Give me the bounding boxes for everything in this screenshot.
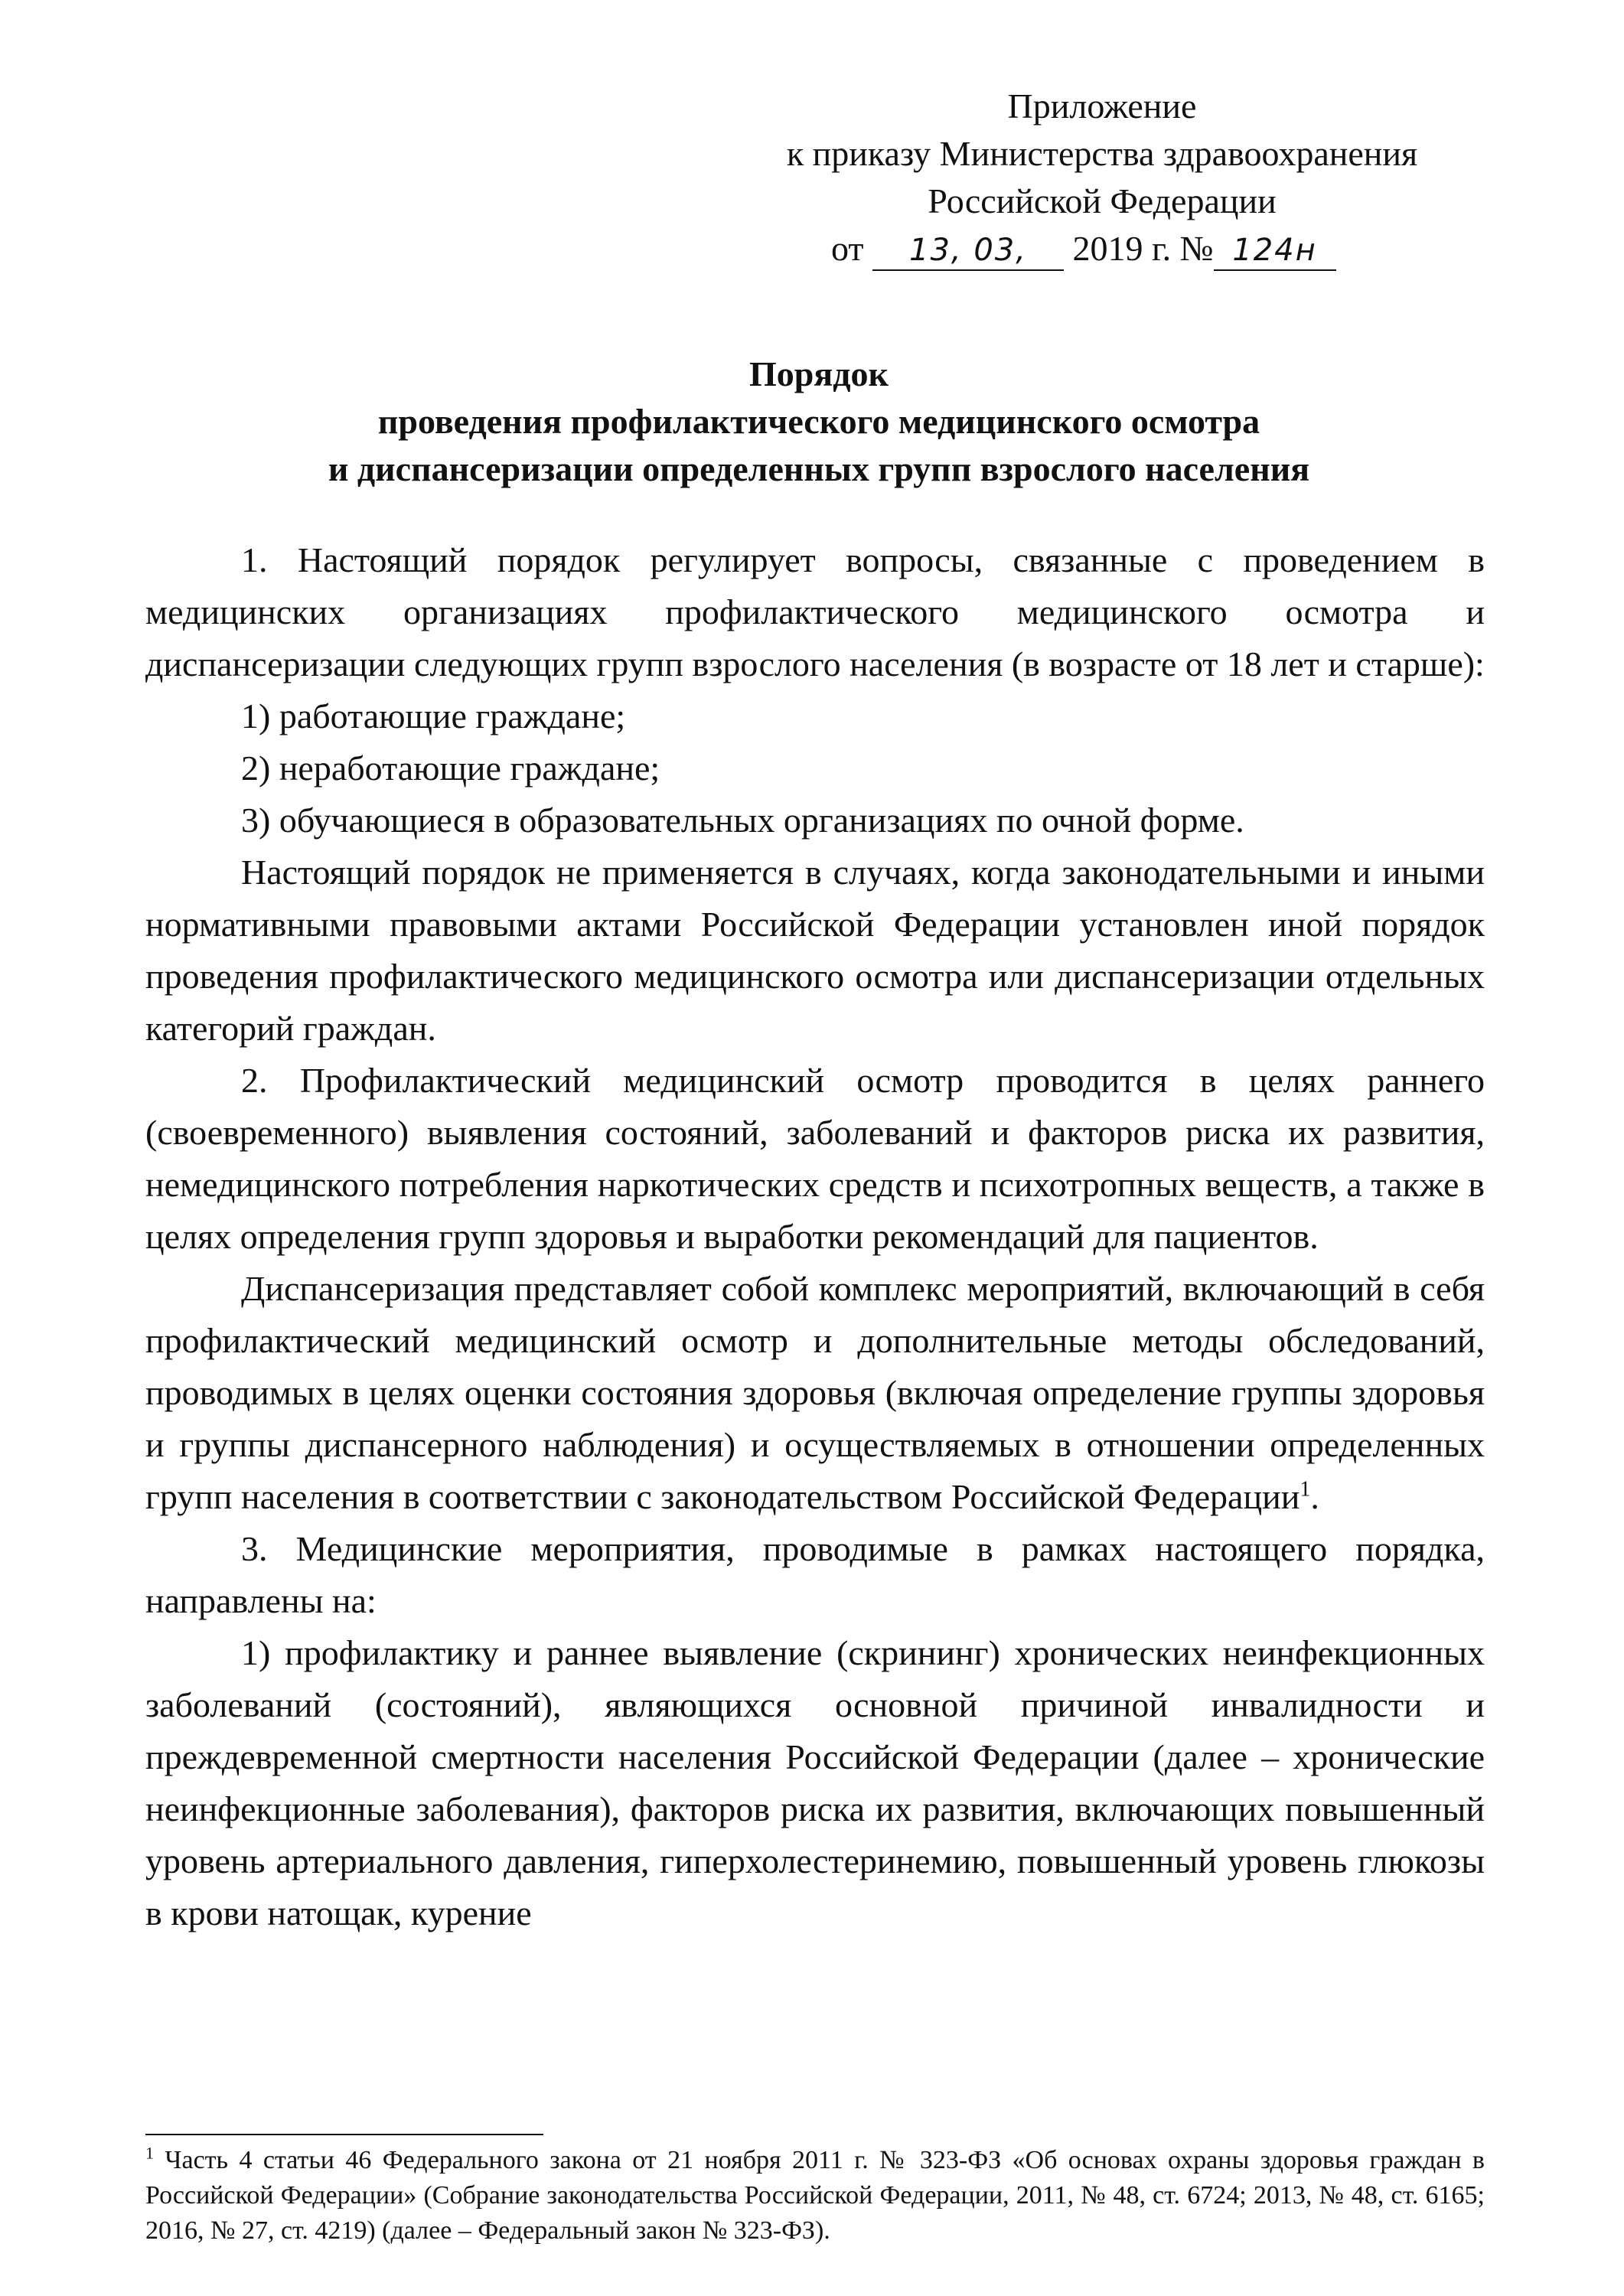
- paragraph-3-item-1: 1) профилактику и раннее выявление (скрининг) хронических неинфекционных заболеваний (состояний), являющихся основной причиной инвалидности и преждевременной смертности населения Российской Федерации (далее – хронические неинфекционные заболевания), факторов риска их развития, включающих повышенный уровень артериального давления, гиперхолестеринемию, повышенный уровень глюкозы в крови натощак, курение: [145, 1633, 1485, 1932]
- title-line-2: проведения профилактического медицинского осмотра: [377, 402, 1260, 441]
- list-item-1: 1) работающие граждане;: [241, 696, 626, 735]
- date-prefix: от: [831, 229, 864, 268]
- order-date-line: [735, 225, 1469, 272]
- footnote-marker: 1: [145, 2143, 154, 2163]
- handwritten-order-number: 124н: [1214, 231, 1336, 271]
- title-line-3: и диспансеризации определенных групп взрослого населения: [328, 449, 1310, 488]
- paragraph-dispensarization-end: .: [1310, 1477, 1319, 1516]
- title-line-1: Порядок: [748, 354, 889, 393]
- footnote-reference[interactable]: 1: [1300, 1477, 1311, 1502]
- paragraph-dispensarization-text: Диспансеризация представляет собой комплекс мероприятий, включающий в себя профилактический медицинский осмотр и дополнительные методы обследований, проводимых в целях оценки состояния здоровья (включая определение группы здоровья и группы диспансерного наблюдения) и осуществляемых в отношении определенных групп населения в соответствии с законодательством Российской Федерации: [145, 1269, 1485, 1516]
- paragraph-dispensarization: [145, 1263, 1485, 1523]
- order-year: 2019 г. №: [1072, 229, 1214, 268]
- footnote-divider: [145, 2134, 543, 2135]
- footnote: [145, 2143, 1485, 2249]
- list-item-2: 2) неработающие граждане;: [241, 748, 660, 788]
- document-body: [145, 534, 1485, 1939]
- handwritten-date: 13, 03,: [872, 231, 1064, 271]
- document-title: [138, 351, 1500, 493]
- paragraph-1: 1. Настоящий порядок регулирует вопросы, связанные с проведением в медицинских организациях профилактического медицинского осмотра и диспансеризации следующих групп взрослого населения (в возрасте от 18 лет и старше):: [145, 540, 1485, 683]
- footnote-text: Часть 4 статьи 46 Федерального закона от 21 ноября 2011 г. № 323-ФЗ «Об основах охраны здоровья граждан в Российской Федерации» (Собрание законодательства Российской Федерации, 2011, № 48, ст. 6724; 2013, № 48, ст. 6165; 2016, № 27, ст. 4219) (далее – Федеральный закон № 323-ФЗ).: [145, 2146, 1485, 2245]
- appendix-line-1: Приложение: [1007, 86, 1197, 126]
- paragraph-2: 2. Профилактический медицинский осмотр проводится в целях раннего (своевременного) выявления состояний, заболеваний и факторов риска их развития, немедицинского потребления наркотических средств и психотропных веществ, а также в целях определения групп здоровья и выработки рекомендаций для пациентов.: [145, 1061, 1485, 1256]
- appendix-line-2: к приказу Министерства здравоохранения: [786, 134, 1418, 173]
- appendix-header: [735, 83, 1469, 272]
- list-item-3: 3) обучающиеся в образовательных организациях по очной форме.: [241, 801, 1244, 840]
- appendix-line-3: Российской Федерации: [928, 181, 1277, 220]
- paragraph-exception: Настоящий порядок не применяется в случаях, когда законодательными и иными нормативными правовыми актами Российской Федерации установлен иной порядок проведения профилактического медицинского осмотра или диспансеризации отдельных категорий граждан.: [145, 853, 1485, 1048]
- paragraph-3: 3. Медицинские мероприятия, проводимые в рамках настоящего порядка, направлены на:: [145, 1529, 1485, 1620]
